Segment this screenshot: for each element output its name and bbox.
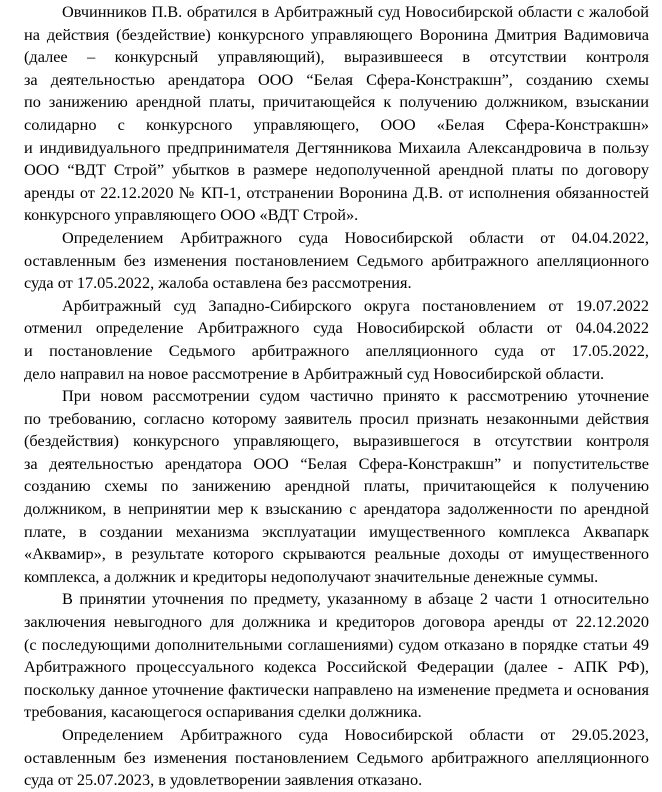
text-line: за деятельностью арендатора ООО “Белая Сфера-Констракшн” и попустительстве — [24, 453, 649, 473]
text-line: ООО “ВДТ Строй” убытков в размере недополученной арендной платы по договору — [24, 160, 649, 180]
text-line: за деятельностью арендатора ООО “Белая Сфера-Констракшн”, созданию схемы — [24, 69, 649, 89]
text-line: отменил определение Арбитражного суда Новосибирской области от 04.04.2022 — [24, 318, 649, 338]
text-line: суда от 17.05.2022, жалоба оставлена без рассмотрения. — [24, 273, 412, 293]
text-line: солидарно с конкурсного управляющего, ООО «Белая Сфера-Констракшн» — [24, 114, 649, 134]
text-line: суда от 25.07.2023, в удовлетворении заявления отказано. — [24, 770, 423, 790]
paragraph-new-review — [24, 385, 649, 588]
text-line: требования, касающегося оспаривания сделки должника. — [24, 702, 422, 722]
text-line: на действия (бездействие) конкурсного управляющего Воронина Дмитрия Вадимовича — [24, 24, 649, 44]
text-line: аренды от 22.12.2020 № КП-1, отстранении Воронина Д.В. от исполнения обязанностей — [24, 182, 649, 202]
text-line: В принятии уточнения по предмету, указанному в абзаце 2 части 1 относительно — [62, 589, 649, 609]
text-line: созданию схемы по занижению арендной платы, причитающейся к получению — [24, 476, 649, 496]
text-line: (далее – конкурсный управляющий), выразившееся в отсутствии контроля — [24, 47, 649, 67]
text-line: по занижению арендной платы, причитающейся к получению должником, взыскании — [24, 92, 649, 112]
text-line: комплекса, а должник и кредиторы недополучают значительные денежные суммы. — [24, 566, 599, 586]
text-line: оставленным без изменения постановлением Седьмого арбитражного апелляционного — [24, 250, 649, 270]
text-line: заключения невыгодного для должника и кредиторов договора аренды от 22.12.2020 — [24, 612, 649, 632]
text-line: Арбитражный суд Западно-Сибирского округа постановлением от 19.07.2022 — [62, 295, 649, 315]
text-line: (бездействия) конкурсного управляющего, выразившегося в отсутствии контроля — [24, 431, 649, 451]
text-line: При новом рассмотрении судом частично принято к рассмотрению уточнение — [62, 386, 649, 406]
text-line: Арбитражного процессуального кодекса Российской Федерации (далее - АПК РФ), — [24, 657, 649, 677]
text-line: конкурсного управляющего ООО «ВДТ Строй». — [24, 205, 359, 225]
document-page — [24, 1, 649, 792]
text-line: поскольку данное уточнение фактически направлено на изменение предмета и основания — [24, 679, 649, 699]
text-line: дело направил на новое рассмотрение в Арбитражный суд Новосибирской области. — [24, 363, 605, 383]
text-line: и индивидуального предпринимателя Дегтянникова Михаила Александровича в пользу — [24, 137, 649, 157]
text-line: Определением Арбитражного суда Новосибирской области от 04.04.2022, — [62, 227, 649, 247]
paragraph-refusal — [24, 588, 649, 724]
paragraph-complaint — [24, 1, 649, 227]
text-line: оставленным без изменения постановлением Седьмого арбитражного апелляционного — [24, 747, 649, 767]
text-line: плате, в создании механизма эксплуатации имущественного комплекса Аквапарк — [24, 521, 649, 541]
text-line: по требованию, согласно которому заявитель просил признать незаконными действия — [24, 408, 649, 428]
text-line: Овчинников П.В. обратился в Арбитражный суд Новосибирской области с жалобой — [62, 2, 649, 21]
paragraph-ruling-1 — [24, 227, 649, 295]
text-line: «Аквамир», в результате которого скрываются реальные доходы от имущественного — [24, 544, 649, 564]
paragraph-ruling-2 — [24, 724, 649, 792]
text-line: и постановление Седьмого арбитражного апелляционного суда от 17.05.2022, — [24, 340, 649, 360]
text-line: должником, в непринятии мер к взысканию с арендатора задолженности по арендной — [24, 499, 649, 519]
text-line: Определением Арбитражного суда Новосибирской области от 29.05.2023, — [62, 725, 649, 744]
text-line: (с последующими дополнительными соглашениями) судом отказано в порядке статьи 49 — [24, 634, 649, 654]
paragraph-cassation — [24, 295, 649, 385]
